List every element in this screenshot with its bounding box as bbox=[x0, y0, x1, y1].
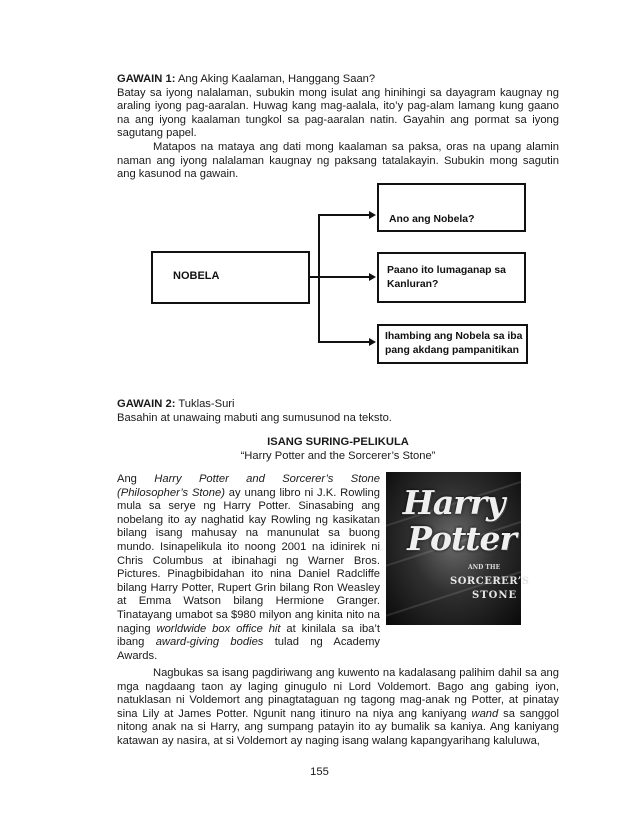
article-paragraph1 bbox=[117, 473, 380, 663]
connector-branch-2 bbox=[318, 276, 371, 278]
connector-branch-1 bbox=[318, 214, 371, 216]
diagram-main-box bbox=[151, 251, 310, 304]
diagram-box-1 bbox=[377, 183, 526, 232]
connector-vertical bbox=[318, 214, 320, 342]
gawain1-block bbox=[117, 73, 559, 182]
connector-branch-3 bbox=[318, 341, 371, 343]
gawain1-paragraph1: Batay sa iyong nalalaman, subukin mong isulat ang hinihingi sa dayagram kaugnay ng araling iyong pag-aaralan. Huwag kang mag-aalala, ito’y pag-alam lamang kung gaano na ang iyong kaalaman tungkol sa pag-aaralan natin. Gayahin ang pormat sa iyong sagutang papel. bbox=[117, 86, 559, 140]
arrow-2 bbox=[369, 273, 376, 281]
gawain1-heading-line bbox=[117, 73, 559, 87]
gawain2-heading: GAWAIN 2: bbox=[117, 398, 176, 410]
gawain1-title: Ang Aking Kaalaman, Hanggang Saan? bbox=[177, 73, 376, 85]
gawain2-title: Tuklas-Suri bbox=[178, 398, 235, 410]
diagram-main-label: NOBELA bbox=[173, 270, 220, 282]
article-subtitle: “Harry Potter and the Sorcerer’s Stone” bbox=[240, 450, 436, 462]
diagram-box-2 bbox=[377, 252, 526, 303]
diagram-box-3 bbox=[377, 324, 528, 364]
diagram-box-3-line1: Ihambing ang Nobela sa iba bbox=[385, 331, 523, 342]
diagram-box-2-line1: Paano ito lumaganap sa bbox=[387, 265, 506, 276]
p1-text-d: tulad ng Academy Awards. bbox=[117, 636, 381, 662]
poster-logo-line1: Harry bbox=[402, 483, 505, 522]
p1-italic-title: Harry Potter and Sorcerer’s Stone (Philosopher’s Stone) bbox=[117, 473, 380, 499]
gawain2-block bbox=[117, 398, 559, 425]
poster-sorcerers: SORCERER’S bbox=[450, 576, 530, 587]
gawain1-paragraph2: Matapos na mataya ang dati mong kaalaman sa paksa, oras na upang alamin naman ang iyong nalalaman kaugnay ng paksang tatalakayin. Subukin mong sagutin ang kasunod na gawain. bbox=[117, 140, 559, 181]
p1-italic-awards: award-giving bodies bbox=[155, 636, 264, 649]
gawain2-heading-line bbox=[117, 398, 559, 412]
diagram-box-3-line2: pang akdang pampanitikan bbox=[385, 345, 519, 356]
article-paragraph2 bbox=[117, 667, 559, 749]
gawain1-heading: GAWAIN 1: bbox=[117, 73, 176, 85]
p1-text-a: Ang bbox=[117, 473, 155, 485]
poster-and-the: AND THE bbox=[468, 564, 501, 571]
p1-text-c: at kinilala sa iba’t ibang bbox=[117, 622, 380, 649]
page-number: 155 bbox=[310, 766, 329, 778]
p2-text-b: sa sanggol nitong anak na si Harry, ang sumpang patayin ito ay bumalik sa kaniya. Ang kaniyang katawan ay nasira, at si Voldemort ay naging isang walang kapangyarihang kaluluwa, bbox=[117, 707, 559, 747]
poster-logo-line2: Potter bbox=[407, 519, 516, 558]
arrow-1 bbox=[369, 211, 376, 219]
arrow-3 bbox=[369, 338, 376, 346]
p2-text-a: Nagbukas sa isang pagdiriwang ang kuwento na kadalasang palihim dahil sa ang mga nagdaang taon ay laging ginugulo ni Lord Voldemort. Bago ang gabing iyon, natuklasan ni Voldemort ang pinagtataguan ng tagong mag-anak ng Potter, at pinatay sina Lily at James Potter. Ngunit nang itinuro na niya ang kaniyang bbox=[117, 667, 559, 720]
diagram-box-2-line2: Kanluran? bbox=[387, 279, 439, 290]
poster-stone: STONE bbox=[472, 590, 518, 601]
harry-potter-poster-image bbox=[386, 472, 530, 625]
article-title: ISANG SURING-PELIKULA bbox=[267, 436, 409, 448]
gawain2-instruction: Basahin at unawaing mabuti ang sumusunod na teksto. bbox=[117, 411, 392, 424]
p2-italic-wand: wand bbox=[471, 707, 499, 720]
p1-text-b: ay unang libro ni J.K. Rowling mula sa serye ng Harry Potter. Sinasabing ang nobelang ito ay naghatid kay Rowling ng kasikatan bilang isang mahusay na manunulat sa buong mundo. Isinapelikula ito noong 2001 na idinirek ni Chris Columbus at ibinahagi ng Warner Bros. Pictures. Pinagbibidahan ito nina Daniel Radcliffe bilang Harry Potter, Rupert Grin bilang Ron Weasley at Emma Watson bilang Hermione Granger. Tinatayang umabot sa $980 milyon ang kinita nito na naging bbox=[117, 486, 380, 635]
diagram-box-1-label: Ano ang Nobela? bbox=[389, 214, 475, 225]
p1-italic-boxoffice: worldwide box office hit bbox=[156, 622, 281, 635]
